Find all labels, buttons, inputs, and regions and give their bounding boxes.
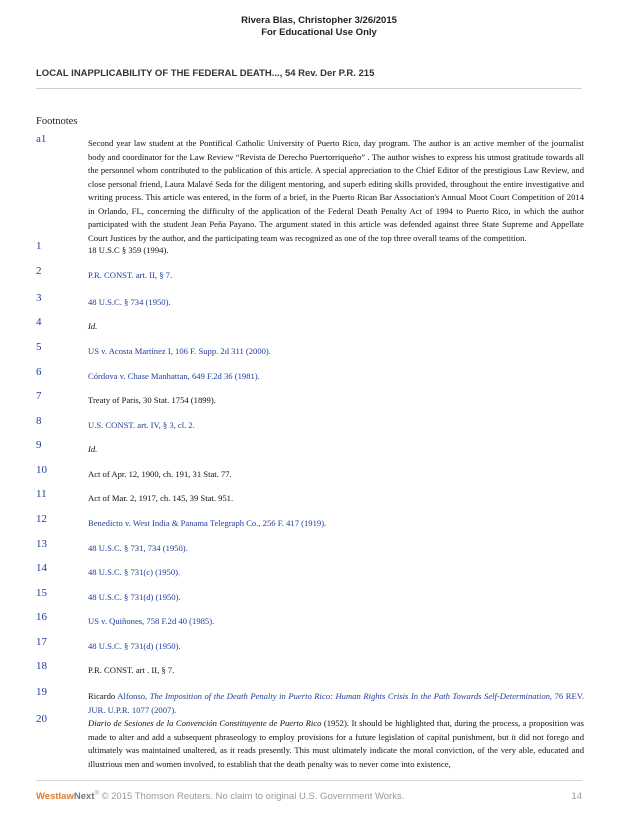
footnote-source-title: Diario de Sesiones de la Convención Constituyente de Puerto Rico	[88, 718, 322, 728]
footnote-body: P.R. CONST. art . II, § 7.	[88, 665, 175, 675]
citation-link[interactable]: P.R. CONST. art. II, § 7.	[88, 270, 173, 280]
citation-link-title[interactable]: The Imposition of the Death Penalty in Puerto Rico: Human Rights Crisis In the Path Towards Self-Determination,	[149, 691, 553, 701]
footnote-number[interactable]: 3	[36, 292, 42, 304]
footnote-body: Treaty of Paris, 30 Stat. 1754 (1899).	[88, 395, 216, 405]
footnote-number[interactable]: 2	[36, 265, 42, 277]
footnote-item	[36, 265, 584, 283]
footnote-item	[36, 240, 584, 258]
footnote-body: Second year law student at the Pontifical Catholic University of Puerto Rico, day program. The author is an active member of the journalist body and coordinator for the Law Review “Revista de Derecho Puertorriqueño” . The author wishes to express his utmost gratitude towards all the personnel whom contributed to the publication of this article. A special appreciation to the Chief Editor of the prestigious Law Review, and close personal friend, Laura Malavé Seda for the diligent mentoring, and superb editing skills provided, throughout the entire investigative and writing process. This article was entered, in the form of a brief, in the Puerto Rican Bar Association's Annual Moot Court Competition of 2014 in Orlando, FL, concerning the difficulty of the application of the Federal Death Penalty Act of 1994 to Puerto Rico, in which the author participated with the student Jean Peña Payano. The argument stated in this article was defended against three State Supreme and Appellate Court Justices by the author, and the participating team was recognized as one of the top three overall teams of the competition.	[88, 138, 584, 243]
citation-link[interactable]: US v. Quiñones, 758 F.2d 40 (1985).	[88, 616, 215, 626]
footnote-number[interactable]: a1	[36, 133, 47, 145]
citation-link[interactable]: Córdova v. Chase Manhattan, 649 F.2d 36 (1981).	[88, 371, 260, 381]
footnote-text	[88, 394, 584, 408]
footnote-body: Id.	[88, 321, 98, 331]
footnote-text	[88, 717, 584, 771]
citation-link[interactable]: U.S. CONST. art. IV, § 3, cl. 2.	[88, 420, 195, 430]
footnote-number[interactable]: 1	[36, 240, 42, 252]
footnote-number[interactable]: 5	[36, 341, 42, 353]
footnote-number[interactable]: 14	[36, 562, 47, 574]
citation-link[interactable]: Benedicto v. West India & Panama Telegraph Co., 256 F. 417 (1919).	[88, 518, 327, 528]
footnote-text	[88, 517, 584, 531]
header-user-line: Rivera Blas, Christopher 3/26/2015	[241, 15, 397, 26]
footnote-item	[36, 660, 584, 678]
footnote-author: Ricardo	[88, 691, 118, 701]
citation-link[interactable]: 48 U.S.C. § 731, 734 (1950).	[88, 543, 188, 553]
footnote-item	[36, 686, 584, 717]
footnote-item	[36, 133, 584, 245]
footnote-text	[88, 320, 584, 334]
citation-link[interactable]: Alfonso,	[117, 691, 150, 701]
footnote-number[interactable]: 13	[36, 538, 47, 550]
footnote-text	[88, 492, 584, 506]
citation-link[interactable]: 48 U.S.C. § 731(c) (1950).	[88, 567, 181, 577]
footnote-item	[36, 439, 584, 457]
footnote-text	[88, 468, 584, 482]
page-footer	[36, 791, 582, 802]
document-title: LOCAL INAPPLICABILITY OF THE FEDERAL DEATH..., 54 Rev. Der P.R. 215	[36, 68, 375, 79]
footnote-number[interactable]: 19	[36, 686, 47, 698]
footnote-body: Act of Apr. 12, 1900, ch. 191, 31 Stat. 77.	[88, 469, 232, 479]
footnote-number[interactable]: 12	[36, 513, 47, 525]
footer-divider	[36, 780, 582, 781]
footnote-text	[88, 269, 584, 283]
footnote-text	[88, 137, 584, 245]
footnote-number[interactable]: 17	[36, 636, 47, 648]
footnote-number[interactable]: 7	[36, 390, 42, 402]
westlaw-logo: Westlaw	[36, 791, 74, 803]
footnote-item	[36, 587, 584, 605]
footnotes-heading: Footnotes	[36, 116, 78, 127]
footnote-item	[36, 636, 584, 654]
citation-link[interactable]: US v. Acosta Martínez I, 106 F. Supp. 2d 311 (2000).	[88, 346, 271, 356]
footnote-text	[88, 640, 584, 654]
footnote-number[interactable]: 9	[36, 439, 42, 451]
footnote-text	[88, 296, 584, 310]
footnote-number[interactable]: 6	[36, 366, 42, 378]
footnote-item	[36, 488, 584, 506]
citation-link[interactable]: 48 U.S.C. § 731(d) (1950).	[88, 641, 181, 651]
footnote-number[interactable]: 11	[36, 488, 47, 500]
copyright-text: © 2015 Thomson Reuters. No claim to original U.S. Government Works.	[98, 791, 405, 803]
footnote-number[interactable]: 16	[36, 611, 47, 623]
trademark-symbol: ®	[94, 791, 99, 797]
header-divider	[36, 88, 582, 89]
footnote-number[interactable]: 4	[36, 316, 42, 328]
citation-link[interactable]: 48 U.S.C. § 731(d) (1950).	[88, 592, 181, 602]
footnote-item	[36, 713, 585, 771]
footnote-text	[88, 566, 584, 580]
footnote-item	[36, 562, 584, 580]
footnote-body: Id.	[88, 444, 98, 454]
footnote-text	[88, 443, 584, 457]
header-use-line: For Educational Use Only	[261, 27, 377, 38]
footnote-item	[36, 341, 584, 359]
footnote-text	[88, 345, 584, 359]
footnote-number[interactable]: 18	[36, 660, 47, 672]
footnote-text	[88, 591, 584, 605]
footnote-number[interactable]: 15	[36, 587, 47, 599]
footnote-item	[36, 415, 584, 433]
citation-link[interactable]: 48 U.S.C. § 734 (1950).	[88, 297, 171, 307]
footnote-item	[36, 513, 584, 531]
footnote-item	[36, 292, 584, 310]
page-header	[0, 15, 638, 39]
footnote-body: 18 U.S.C § 359 (1994).	[88, 245, 169, 255]
footnote-text	[88, 370, 584, 384]
footnote-item	[36, 464, 584, 482]
footnote-text	[88, 664, 584, 678]
footnote-item	[36, 611, 584, 629]
footnote-item	[36, 366, 584, 384]
footnote-text	[88, 244, 584, 258]
footnote-body: (1952). It should be highlighted that, during the process, a proposition was made to alter and add a subsequent phraseology to employ provisions for a future legislation of capital punishment, but it did not forego and ultimately was maintained unaltered, as it reads presently. This must ultimately indicate the moral conviction, of the very able, educated and illustrious men and women involved, to establish that the death penalty was to never come into existence,	[88, 718, 585, 769]
footnote-text	[88, 690, 584, 717]
footnote-text	[88, 542, 584, 556]
page-number: 14	[571, 791, 582, 802]
footnote-item	[36, 316, 584, 334]
citation-link-source[interactable]: 76 REV. JUR. U.P.R. 1077 (2007).	[88, 691, 584, 715]
footnote-text	[88, 615, 584, 629]
footnote-item	[36, 538, 584, 556]
footnote-number[interactable]: 20	[36, 713, 47, 725]
footnote-item	[36, 390, 584, 408]
footnote-body: Act of Mar. 2, 1917, ch. 145, 39 Stat. 951.	[88, 493, 234, 503]
footnote-number[interactable]: 10	[36, 464, 47, 476]
footnote-number[interactable]: 8	[36, 415, 42, 427]
westlaw-logo-next: Next	[73, 791, 95, 803]
footnote-text	[88, 419, 584, 433]
